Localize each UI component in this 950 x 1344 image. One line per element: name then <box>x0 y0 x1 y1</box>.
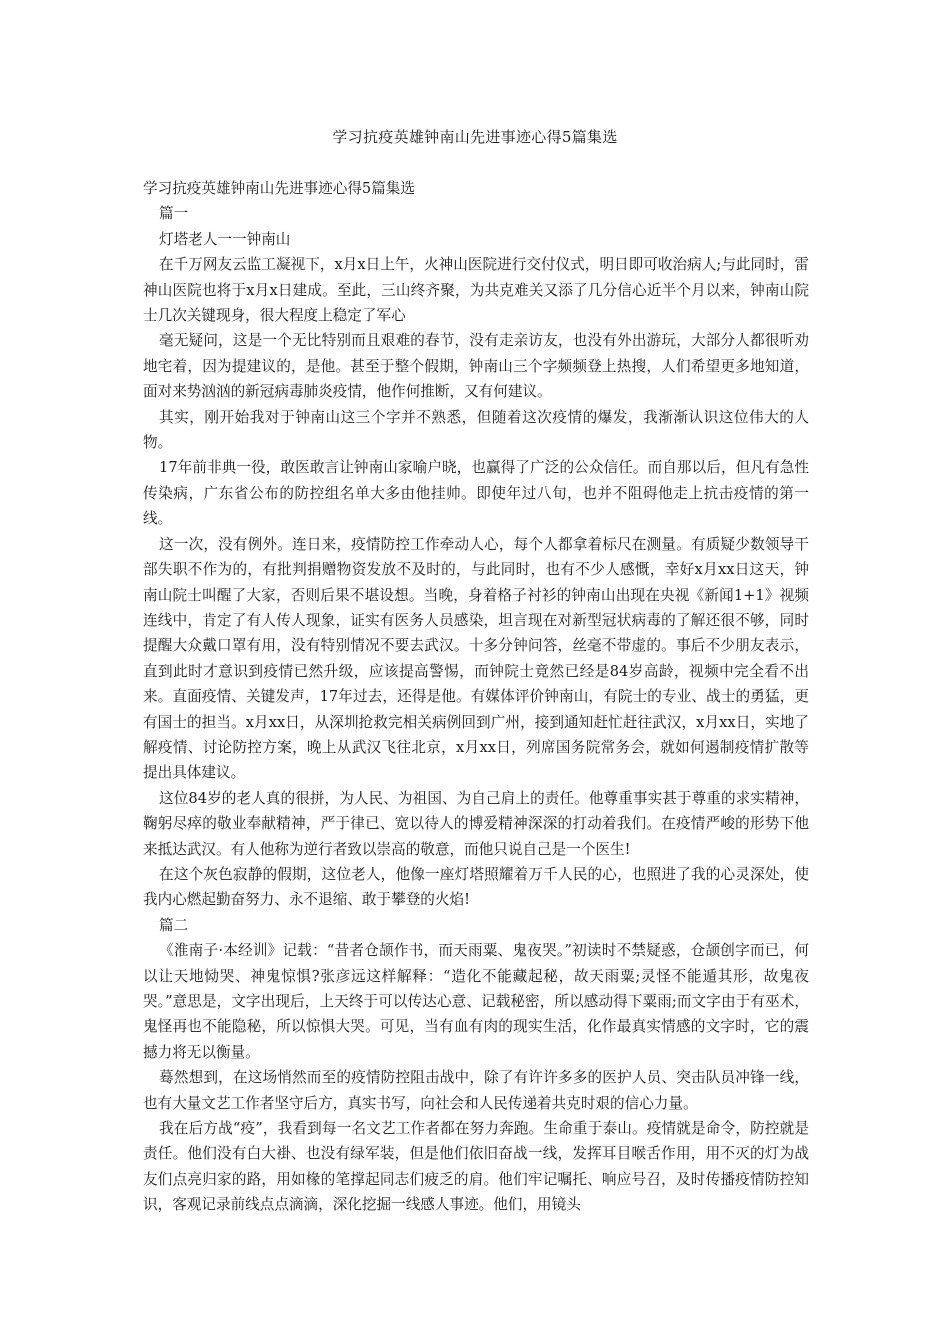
paragraph: 这位84岁的老人真的很拼，为人民、为祖国、为自己肩上的责任。他尊重事实甚于尊重的求实精神，鞠躬尽瘁的敬业奉献精神，严于律已、宽以待人的博爱精神深深的打动着我们。在疫情严峻的形势下他来抵达武汉。有人他称为逆行者致以崇高的敬意，而他只说自己是一个医生! <box>143 789 809 858</box>
document-body <box>143 176 809 1218</box>
paragraph: 在这个灰色寂静的假期，这位老人，他像一座灯塔照耀着万千人民的心，也照进了我的心灵深处，使我内心燃起勤奋努力、永不退缩、敢于攀登的火焰! <box>143 865 809 909</box>
paragraph: 17年前非典一役，敢医敢言让钟南山家喻户晓，也赢得了广泛的公众信任。而自那以后，但凡有急性传染病，广东省公布的防控组名单大多由他挂帅。即使年过八旬，也并不阻碍他走上抗击疫情的第一线。 <box>143 459 809 528</box>
article-heading: 灯塔老人一一钟南山 <box>159 230 291 248</box>
section-heading-2: 篇二 <box>159 916 189 934</box>
paragraph: 蓦然想到，在这场悄然而至的疫情防控阻击战中，除了有许许多多的医护人员、突击队员冲锋一线，也有大量文艺工作者坚守后方，真实书写，向社会和人民传递着共克时艰的信心力量。 <box>143 1069 809 1112</box>
document-subtitle: 学习抗疫英雄钟南山先进事迹心得5篇集选 <box>143 180 415 197</box>
document-title: 学习抗疫英雄钟南山先进事迹心得5篇集选 <box>332 128 618 146</box>
section-heading-1: 篇一 <box>159 205 189 223</box>
paragraph: 其实，刚开始我对于钟南山这三个字并不熟悉，但随着这次疫情的爆发，我渐渐认识这位伟大的人物。 <box>143 408 809 452</box>
paragraph: 这一次，没有例外。连日来，疫情防控工作牵动人心，每个人都拿着标尺在测量。有质疑少数领导干部失职不作为的，有批判捐赠物资发放不及时的，与此同时，也有不少人感慨，幸好x月xx日这天，钟南山院士叫醒了大家，否则后果不堪设想。当晚，身着格子衬衫的钟南山出现在央视《新闻1+1》视频连线中，肯定了有人传人现象，证实有医务人员感染，坦言现在对新型冠状病毒的了解还很不够，同时提醒大众戴口罩有用，没有特别情况不要去武汉。十多分钟问答，丝毫不带虚的。事后不少朋友表示，直到此时才意识到疫情已然升级，应该提高警惕，而钟院士竟然已经是84岁高龄，视频中完全看不出来。直面疫情、关键发声，17年过去，还得是他。有媒体评价钟南山，有院士的专业、战士的勇猛，更有国士的担当。x月xx日，从深圳抢救完相关病例回到广州，接到通知赶忙赶往武汉，x月xx日，实地了解疫情、讨论防控方案，晚上从武汉飞往北京，x月xx日，列席国务院常务会，就如何遏制疫情扩散等提出具体建议。 <box>143 535 809 782</box>
paragraph: 在千万网友云监工凝视下，x月x日上午，火神山医院进行交付仪式，明日即可收治病人;与此同时，雷神山医院也将于x月x日建成。至此，三山终齐聚，为共克难关又添了几分信心近半个月以来，钟南山院士几次关键现身，很大程度上稳定了军心 <box>143 256 809 325</box>
paragraph: 《淮南子·本经训》记载：“昔者仓颉作书，而天雨粟、鬼夜哭。”初读时不禁疑惑，仓颉创字而已，何以让天地恸哭、神鬼惊惧?张彦远这样解释：“造化不能藏起秘，故天雨粟;灵怪不能遁其形，故鬼夜哭。”意思是，文字出现后，上天终于可以传达心意、记载秘密，所以感动得下粟雨;而文字由于有巫术，鬼怪再也不能隐秘，所以惊惧大哭。可见，当有血有肉的现实生活，化作最真实情感的文字时，它的震撼力将无以衡量。 <box>143 942 809 1061</box>
paragraph: 我在后方战“疫”，我看到每一名文艺工作者都在努力奔跑。生命重于泰山。疫情就是命令，防控就是责任。他们没有白大褂、也没有绿军装，但是他们依旧奋战一线，发挥耳目喉舌作用，用不灭的灯为战友们点亮归家的路，用如椽的笔撑起同志们疲乏的肩。他们牢记嘱托、响应号召，及时传播疫情防控知识，客观记录前线点点滴滴，深化挖掘一线感人事迹。他们，用镜头 <box>143 1120 809 1214</box>
paragraph: 毫无疑问，这是一个无比特别而且艰难的春节，没有走亲访友，也没有外出游玩，大部分人都很听劝地宅着，因为提建议的，是他。甚至于整个假期，钟南山三个字频频登上热搜，人们希望更多地知道，面对来势汹汹的新冠病毒肺炎疫情，他作何推断，又有何建议。 <box>143 332 809 401</box>
